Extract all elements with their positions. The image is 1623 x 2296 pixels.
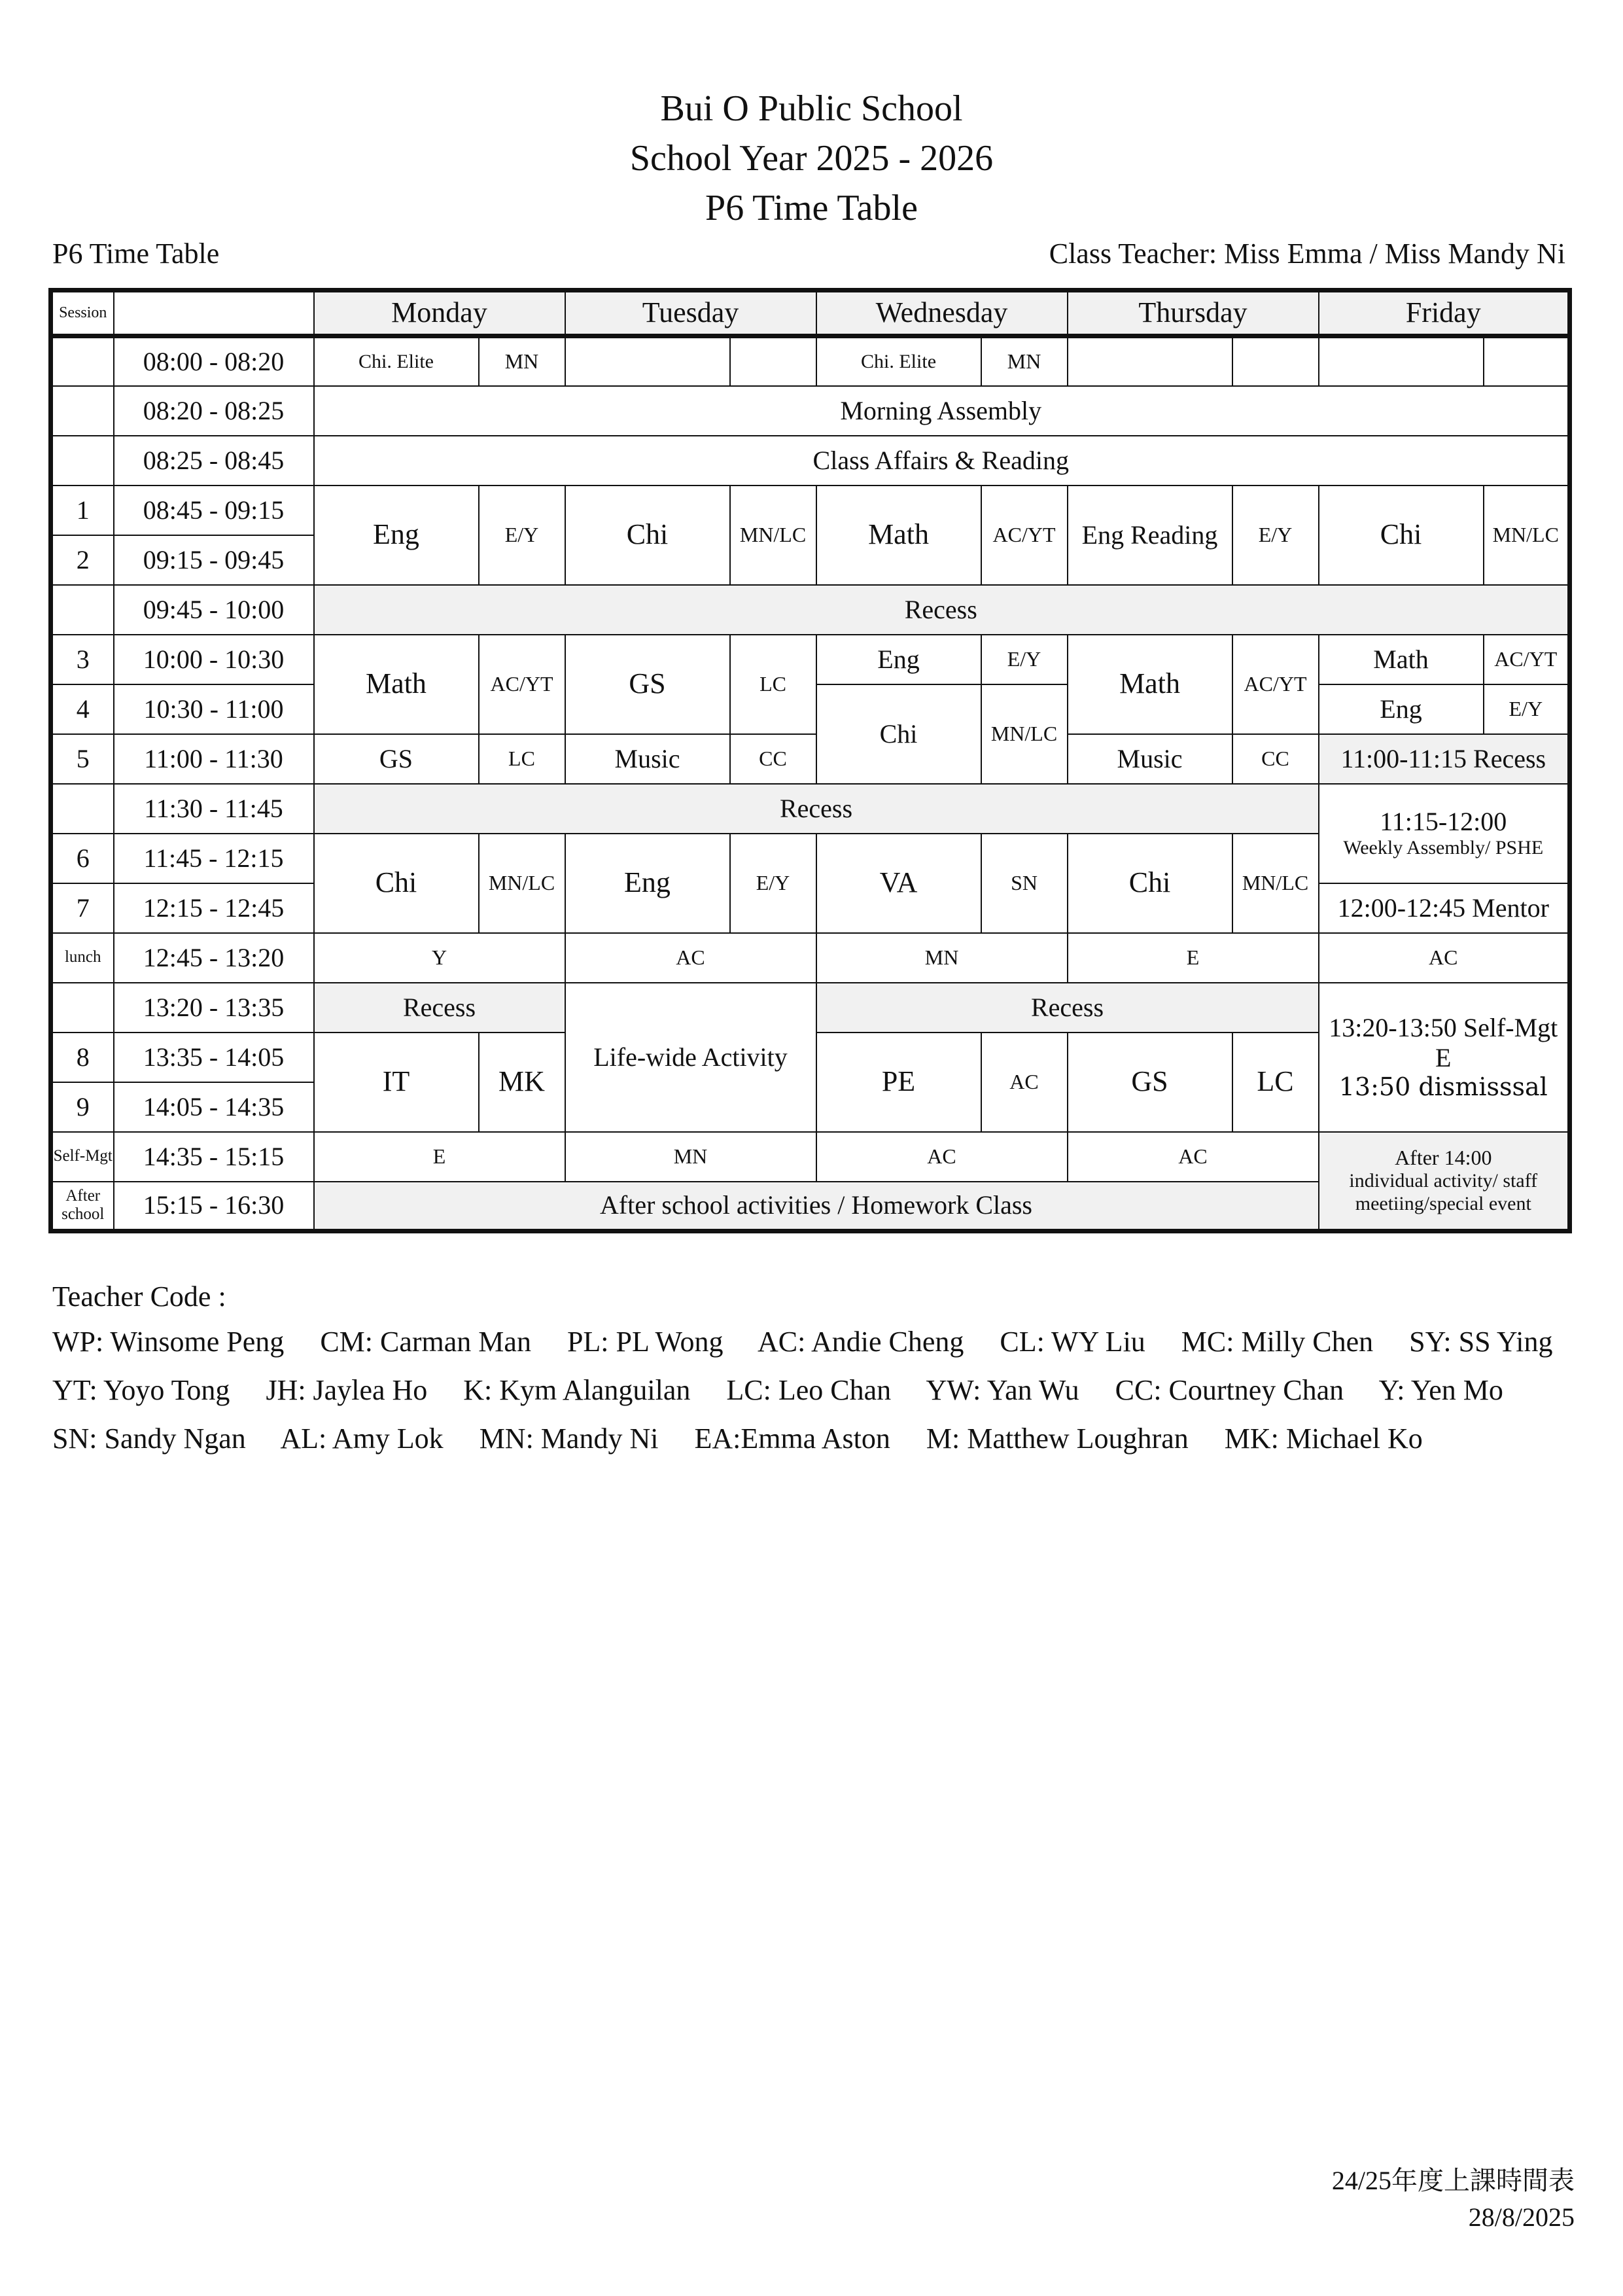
document-titles (0, 84, 1623, 233)
session-cell: lunch (51, 933, 114, 983)
session-header: Session (51, 291, 114, 336)
subject-cell: Math (314, 635, 479, 734)
teacher-code: MN: Mandy Ni (479, 1422, 659, 1455)
teacher-code: LC: Leo Chan (726, 1374, 892, 1406)
subject-cell: Eng (565, 834, 730, 933)
teacher-cell: E/Y (1484, 684, 1570, 734)
friday-self-mgt-time: 13:20-13:50 Self-Mgt (1329, 1012, 1558, 1042)
subject-cell: Math (1068, 635, 1232, 734)
weekly-assembly-cell (1319, 784, 1570, 883)
time-cell: 09:15 - 09:45 (114, 535, 314, 585)
time-cell: 11:30 - 11:45 (114, 784, 314, 834)
teacher-cell: E/Y (1232, 486, 1319, 585)
document-footer (1332, 2163, 1575, 2236)
teacher-code: WP: Winsome Peng (52, 1326, 285, 1358)
table-row (51, 486, 1570, 535)
teacher-cell: MN/LC (1232, 834, 1319, 933)
time-cell: 13:20 - 13:35 (114, 983, 314, 1033)
subject-cell: GS (565, 635, 730, 734)
teacher-code-row (52, 1415, 1581, 1463)
subject-cell: GS (314, 734, 479, 784)
session-cell (51, 983, 114, 1033)
teacher-cell: AC/YT (1232, 635, 1319, 734)
session-cell: 3 (51, 635, 114, 684)
teacher-code: MC: Milly Chen (1181, 1326, 1374, 1358)
friday-self-mgt-teacher: E (1435, 1042, 1452, 1072)
subject-cell: Chi (1068, 834, 1232, 933)
table-row (51, 983, 1570, 1033)
timetable-label: P6 Time Table (52, 238, 220, 270)
teacher-cell: AC/YT (1484, 635, 1570, 684)
session-cell (51, 336, 114, 386)
teacher-code: Y: Yen Mo (1378, 1374, 1503, 1406)
subject-cell (1319, 336, 1484, 386)
subject-cell: IT (314, 1033, 479, 1132)
teacher-code: AL: Amy Lok (280, 1422, 444, 1455)
session-cell: 8 (51, 1033, 114, 1082)
subject-cell: Chi. Elite (314, 336, 479, 386)
time-cell: 10:00 - 10:30 (114, 635, 314, 684)
session-cell: 7 (51, 883, 114, 933)
teacher-cell: LC (479, 734, 565, 784)
self-mgt-teacher-cell: AC (1068, 1132, 1319, 1182)
table-row (51, 1132, 1570, 1182)
time-cell: 09:45 - 10:00 (114, 585, 314, 635)
lunch-teacher-cell: MN (816, 933, 1068, 983)
time-cell: 08:25 - 08:45 (114, 436, 314, 486)
friday-after-time: After 14:00 (1395, 1146, 1492, 1170)
teacher-cell: LC (1232, 1033, 1319, 1132)
subject-cell: Eng Reading (1068, 486, 1232, 585)
teacher-cell: MN (479, 336, 565, 386)
subject-cell: VA (816, 834, 981, 933)
session-cell: 9 (51, 1082, 114, 1132)
friday-recess-cell: 11:00-11:15 Recess (1319, 734, 1570, 784)
subject-cell: Eng (314, 486, 479, 585)
table-row (51, 784, 1570, 834)
teacher-cell: CC (730, 734, 816, 784)
teacher-cell: MN/LC (981, 684, 1068, 784)
subject-cell: Chi (314, 834, 479, 933)
session-cell: Self-Mgt (51, 1132, 114, 1182)
lunch-teacher-cell: AC (1319, 933, 1570, 983)
teacher-code-label: Teacher Code : (52, 1280, 226, 1313)
subject-cell: Chi (565, 486, 730, 585)
teacher-cell: LC (730, 635, 816, 734)
time-cell: 12:45 - 13:20 (114, 933, 314, 983)
table-row (51, 386, 1570, 436)
recess-cell: Recess (314, 585, 1570, 635)
day-header-friday: Friday (1319, 291, 1570, 336)
session-cell (51, 784, 114, 834)
session-cell: 5 (51, 734, 114, 784)
day-header-thursday: Thursday (1068, 291, 1319, 336)
life-wide-activity-cell: Life-wide Activity (565, 983, 816, 1132)
subject-cell: Chi (1319, 486, 1484, 585)
friday-self-mgt-cell (1319, 983, 1570, 1132)
teacher-cell: MK (479, 1033, 565, 1132)
recess-cell: Recess (314, 983, 565, 1033)
time-cell: 08:00 - 08:20 (114, 336, 314, 386)
day-header-monday: Monday (314, 291, 565, 336)
table-row (51, 336, 1570, 386)
time-cell: 14:05 - 14:35 (114, 1082, 314, 1132)
after-school-cell: After school activities / Homework Class (314, 1182, 1319, 1231)
subject-cell: Music (1068, 734, 1232, 784)
teacher-cell: SN (981, 834, 1068, 933)
time-cell: 15:15 - 16:30 (114, 1182, 314, 1231)
teacher-cell: CC (1232, 734, 1319, 784)
morning-assembly-cell: Morning Assembly (314, 386, 1570, 436)
time-cell: 08:20 - 08:25 (114, 386, 314, 436)
subject-cell: PE (816, 1033, 981, 1132)
teacher-code: AC: Andie Cheng (758, 1326, 964, 1358)
table-row (51, 734, 1570, 784)
teacher-code: YT: Yoyo Tong (52, 1374, 230, 1406)
session-cell: 6 (51, 834, 114, 883)
subject-cell: Math (816, 486, 981, 585)
teacher-cell: MN (981, 336, 1068, 386)
school-name: Bui O Public School (660, 88, 963, 129)
session-cell: 4 (51, 684, 114, 734)
teacher-code: M: Matthew Loughran (926, 1422, 1189, 1455)
teacher-code-row (52, 1366, 1581, 1415)
table-row (51, 635, 1570, 684)
friday-dismissal: 13:50 dismisssal (1338, 1072, 1548, 1101)
teacher-cell (1484, 336, 1570, 386)
teacher-cell: AC/YT (981, 486, 1068, 585)
teacher-codes (52, 1276, 1581, 1463)
subject-cell: Eng (1319, 684, 1484, 734)
time-cell: 11:45 - 12:15 (114, 834, 314, 883)
friday-after-cell (1319, 1132, 1570, 1231)
time-cell: 12:15 - 12:45 (114, 883, 314, 933)
teacher-code: PL: PL Wong (567, 1326, 724, 1358)
mentor-cell: 12:00-12:45 Mentor (1319, 883, 1570, 933)
time-header (114, 291, 314, 336)
teacher-cell: MN/LC (1484, 486, 1570, 585)
subject-cell (1068, 336, 1232, 386)
friday-after-desc: individual activity/ staff meetiing/special event (1349, 1170, 1538, 1214)
time-cell: 11:00 - 11:30 (114, 734, 314, 784)
subject-cell: Eng (816, 635, 981, 684)
time-cell: 14:35 - 15:15 (114, 1132, 314, 1182)
teacher-code: K: Kym Alanguilan (463, 1374, 691, 1406)
session-cell: 1 (51, 486, 114, 535)
teacher-code: CC: Courtney Chan (1115, 1374, 1344, 1406)
class-teacher: Class Teacher: Miss Emma / Miss Mandy Ni (1049, 238, 1565, 270)
table-row (51, 933, 1570, 983)
lunch-teacher-cell: Y (314, 933, 565, 983)
recess-cell: Recess (314, 784, 1319, 834)
subject-cell: Chi. Elite (816, 336, 981, 386)
time-cell: 13:35 - 14:05 (114, 1033, 314, 1082)
class-affairs-cell: Class Affairs & Reading (314, 436, 1570, 486)
time-cell: 08:45 - 09:15 (114, 486, 314, 535)
subject-cell (565, 336, 730, 386)
teacher-code: CM: Carman Man (320, 1326, 531, 1358)
subject-cell: Chi (816, 684, 981, 784)
lunch-teacher-cell: AC (565, 933, 816, 983)
lunch-teacher-cell: E (1068, 933, 1319, 983)
subject-cell: Math (1319, 635, 1484, 684)
recess-cell: Recess (816, 983, 1319, 1033)
timetable (48, 288, 1572, 1233)
session-cell (51, 585, 114, 635)
footer-title: 24/25年度上課時間表 (1331, 2166, 1575, 2195)
teacher-cell (730, 336, 816, 386)
teacher-cell: MN/LC (479, 834, 565, 933)
session-cell (51, 436, 114, 486)
teacher-cell (1232, 336, 1319, 386)
day-header-tuesday: Tuesday (565, 291, 816, 336)
self-mgt-teacher-cell: E (314, 1132, 565, 1182)
teacher-cell: E/Y (479, 486, 565, 585)
time-cell: 10:30 - 11:00 (114, 684, 314, 734)
school-year: School Year 2025 - 2026 (629, 138, 994, 179)
subject-cell: Music (565, 734, 730, 784)
header-row (51, 291, 1570, 336)
weekly-assembly-desc: Weekly Assembly/ PSHE (1343, 837, 1544, 859)
document-title: P6 Time Table (705, 188, 918, 228)
teacher-cell: AC/YT (479, 635, 565, 734)
teacher-code: YW: Yan Wu (926, 1374, 1079, 1406)
teacher-code: SY: SS Ying (1409, 1326, 1553, 1358)
teacher-code-row (52, 1318, 1581, 1366)
weekly-assembly-time: 11:15-12:00 (1380, 807, 1507, 837)
teacher-code: MK: Michael Ko (1224, 1422, 1423, 1455)
footer-date: 28/8/2025 (1468, 2202, 1575, 2232)
self-mgt-teacher-cell: MN (565, 1132, 816, 1182)
session-cell (51, 386, 114, 436)
teacher-code: JH: Jaylea Ho (266, 1374, 428, 1406)
teacher-cell: AC (981, 1033, 1068, 1132)
teacher-cell: E/Y (730, 834, 816, 933)
table-row (51, 585, 1570, 635)
teacher-cell: E/Y (981, 635, 1068, 684)
session-cell: After school (51, 1182, 114, 1231)
subject-cell: GS (1068, 1033, 1232, 1132)
self-mgt-teacher-cell: AC (816, 1132, 1068, 1182)
session-cell: 2 (51, 535, 114, 585)
teacher-code: EA:Emma Aston (694, 1422, 890, 1455)
teacher-code: SN: Sandy Ngan (52, 1422, 246, 1455)
table-row (51, 436, 1570, 486)
day-header-wednesday: Wednesday (816, 291, 1068, 336)
teacher-code: CL: WY Liu (1000, 1326, 1145, 1358)
teacher-cell: MN/LC (730, 486, 816, 585)
